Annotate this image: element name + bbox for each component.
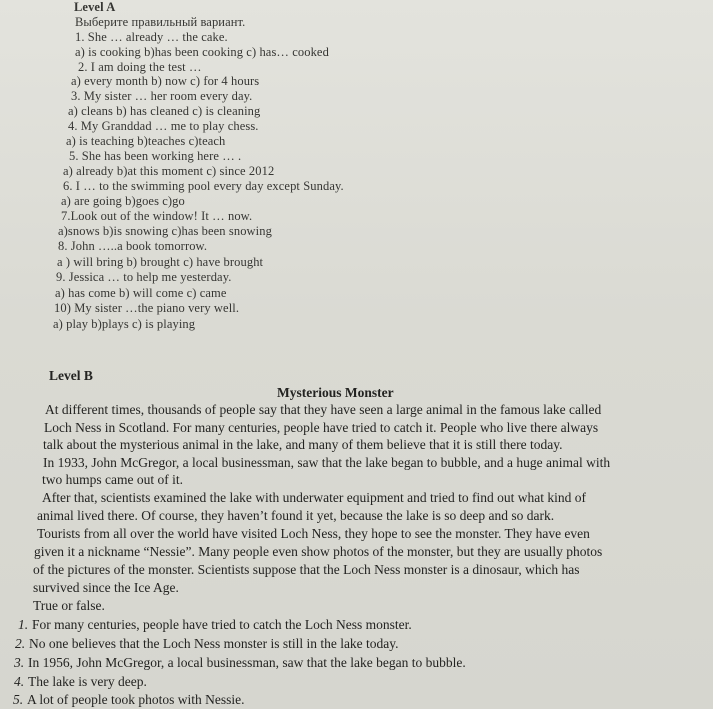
question-line: 2. I am doing the test … xyxy=(78,60,202,74)
passage-line: animal lived there. Of course, they haven’t found it yet, because the lake is so deep and so dark. xyxy=(37,508,555,523)
statement-line xyxy=(18,618,412,632)
level-a-heading: Level A xyxy=(74,0,116,14)
statement-text: In 1956, John McGregor, a local businessman, saw that the lake began to bubble. xyxy=(28,655,466,670)
statement-line xyxy=(14,675,147,689)
statement-number: 3. xyxy=(14,655,25,670)
passage-line: given it a nickname “Nessie”. Many people even show photos of the monster, but they are usually photos xyxy=(34,544,603,559)
statement-text: For many centuries, people have tried to catch the Loch Ness monster. xyxy=(32,617,412,632)
answer-options-line: a)snows b)is snowing c)has been snowing xyxy=(58,224,272,238)
question-line: 1. She … already … the cake. xyxy=(75,30,228,44)
passage-line: of the pictures of the monster. Scientists suppose that the Loch Ness monster is a dinosaur, which has xyxy=(33,562,580,577)
statement-text: A lot of people took photos with Nessie. xyxy=(27,692,245,707)
answer-options-line: a ) will bring b) brought c) have brought xyxy=(57,255,264,269)
statement-line xyxy=(13,693,244,707)
question-line: 7.Look out of the window! It … now. xyxy=(61,209,253,223)
passage-line: survived since the Ice Age. xyxy=(33,580,179,595)
passage-line: talk about the mysterious animal in the lake, and many of them believe that it is still there today. xyxy=(43,437,563,452)
answer-options-line: a) is cooking b)has been cooking c) has… cooked xyxy=(75,45,329,59)
statement-line xyxy=(14,656,466,670)
question-line: 4. My Granddad … me to play chess. xyxy=(68,119,259,133)
question-line: 3. My sister … her room every day. xyxy=(71,89,253,103)
statement-line xyxy=(15,637,399,651)
statement-text: No one believes that the Loch Ness monster is still in the lake today. xyxy=(29,636,399,651)
statement-number: 4. xyxy=(14,674,25,689)
level-b-heading: Level B xyxy=(49,368,93,383)
question-line: 10) My sister …the piano very well. xyxy=(54,301,240,315)
statement-number: 2. xyxy=(15,636,26,651)
passage-line: At different times, thousands of people say that they have seen a large animal in the famous lake called xyxy=(45,402,602,417)
passage-line: After that, scientists examined the lake with underwater equipment and tried to find out what kind of xyxy=(42,490,586,505)
answer-options-line: a) play b)plays c) is playing xyxy=(53,317,196,331)
task-instruction: True or false. xyxy=(33,598,105,613)
passage-title: Mysterious Monster xyxy=(277,385,394,400)
answer-options-line: a) is teaching b)teaches c)teach xyxy=(66,134,226,148)
statement-number: 5. xyxy=(13,692,24,707)
answer-options-line: a) already b)at this moment c) since 2012 xyxy=(63,164,275,178)
answer-options-line: a) cleans b) has cleaned c) is cleaning xyxy=(68,104,261,118)
passage-line: Tourists from all over the world have visited Loch Ness, they hope to see the monster. They have even xyxy=(37,526,590,541)
passage-line: Loch Ness in Scotland. For many centuries, people have tried to catch it. People who live there always xyxy=(44,420,599,435)
statement-text: The lake is very deep. xyxy=(28,674,147,689)
level-a-instruction: Выберите правильный вариант. xyxy=(75,15,246,29)
answer-options-line: a) every month b) now c) for 4 hours xyxy=(71,74,260,88)
passage-line: two humps came out of it. xyxy=(42,472,183,487)
question-line: 9. Jessica … to help me yesterday. xyxy=(56,270,232,284)
question-line: 8. John …..a book tomorrow. xyxy=(58,239,208,253)
answer-options-line: a) has come b) will come c) came xyxy=(55,286,227,300)
question-line: 5. She has been working here … . xyxy=(69,149,242,163)
statement-number: 1. xyxy=(18,617,29,632)
question-line: 6. I … to the swimming pool every day except Sunday. xyxy=(63,179,344,193)
answer-options-line: a) are going b)goes c)go xyxy=(61,194,185,208)
passage-line: In 1933, John McGregor, a local businessman, saw that the lake began to bubble, and a huge animal with xyxy=(43,455,611,470)
